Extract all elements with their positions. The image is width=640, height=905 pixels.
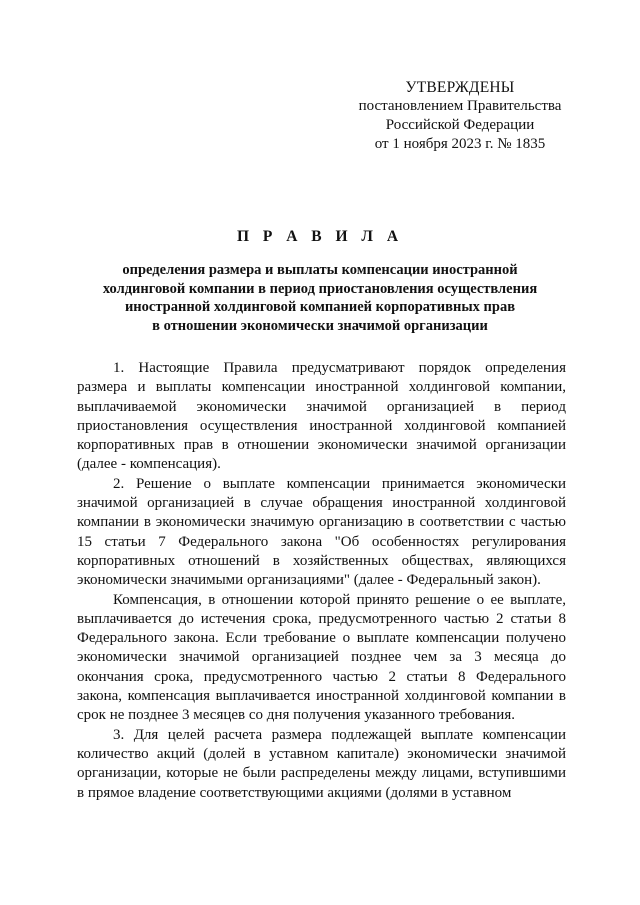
paragraph: Компенсация, в отношении которой принято решение о ее выплате, выплачивается до истечения срока, предусмотренного частью 2 статьи 8 Федерального закона. Если требование о выплате компенсации получено экономически значимой организацией позднее чем за 3 месяца до окончания срока, предусмотренного частью 2 статьи 8 Федерального закона, компенсация выплачивается иностранной холдинговой компании в срок не позднее 3 месяцев со дня получения указанного требования. — [77, 591, 566, 724]
approval-line-3: от 1 ноября 2023 г. № 1835 — [374, 136, 546, 152]
paragraph: 1. Настоящие Правила предусматривают порядок определения размера и выплаты компенсации иностранной холдинговой компании, выплачиваемой экономически значимой организацией в период приостановления осуществления иностранной холдинговой компанией корпоративных прав в отношении экономически значимой организации (далее - компенсация). — [77, 360, 566, 473]
subtitle-line: холдинговой компании в период приостановления осуществления — [102, 280, 538, 297]
document-subtitle — [70, 261, 570, 335]
subtitle-line: определения размера и выплаты компенсации иностранной — [122, 262, 518, 278]
approval-line-1: постановлением Правительства — [358, 98, 562, 114]
document-heading — [70, 227, 570, 335]
subtitle-line: иностранной холдинговой компанией корпоративных прав — [124, 299, 516, 315]
approval-stamp: УТВЕРЖДЕНЫ — [405, 79, 515, 96]
approval-block — [330, 78, 590, 154]
paragraph: 2. Решение о выплате компенсации принимается экономически значимой организацией в случае обращения иностранной холдинговой компании в экономически значимую организацию в соответствии с частью 15 статьи 7 Федерального закона "Об особенностях регулирования корпоративных отношений в хозяйственных обществах, являющихся экономически значимыми организациями" (далее - Федеральный закон). — [77, 475, 566, 589]
subtitle-line: в отношении экономически значимой организации — [152, 317, 488, 334]
approval-line-2: Российской Федерации — [385, 117, 535, 133]
paragraph: 3. Для целей расчета размера подлежащей выплате компенсации количество акций (долей в уставном капитале) экономически значимой организации, которые не были распределены между лицами, вступившими в прямое владение соответствующими акциями (долями в уставном — [77, 726, 566, 801]
document-title: П Р А В И Л А — [236, 228, 404, 245]
document-body — [77, 359, 566, 803]
